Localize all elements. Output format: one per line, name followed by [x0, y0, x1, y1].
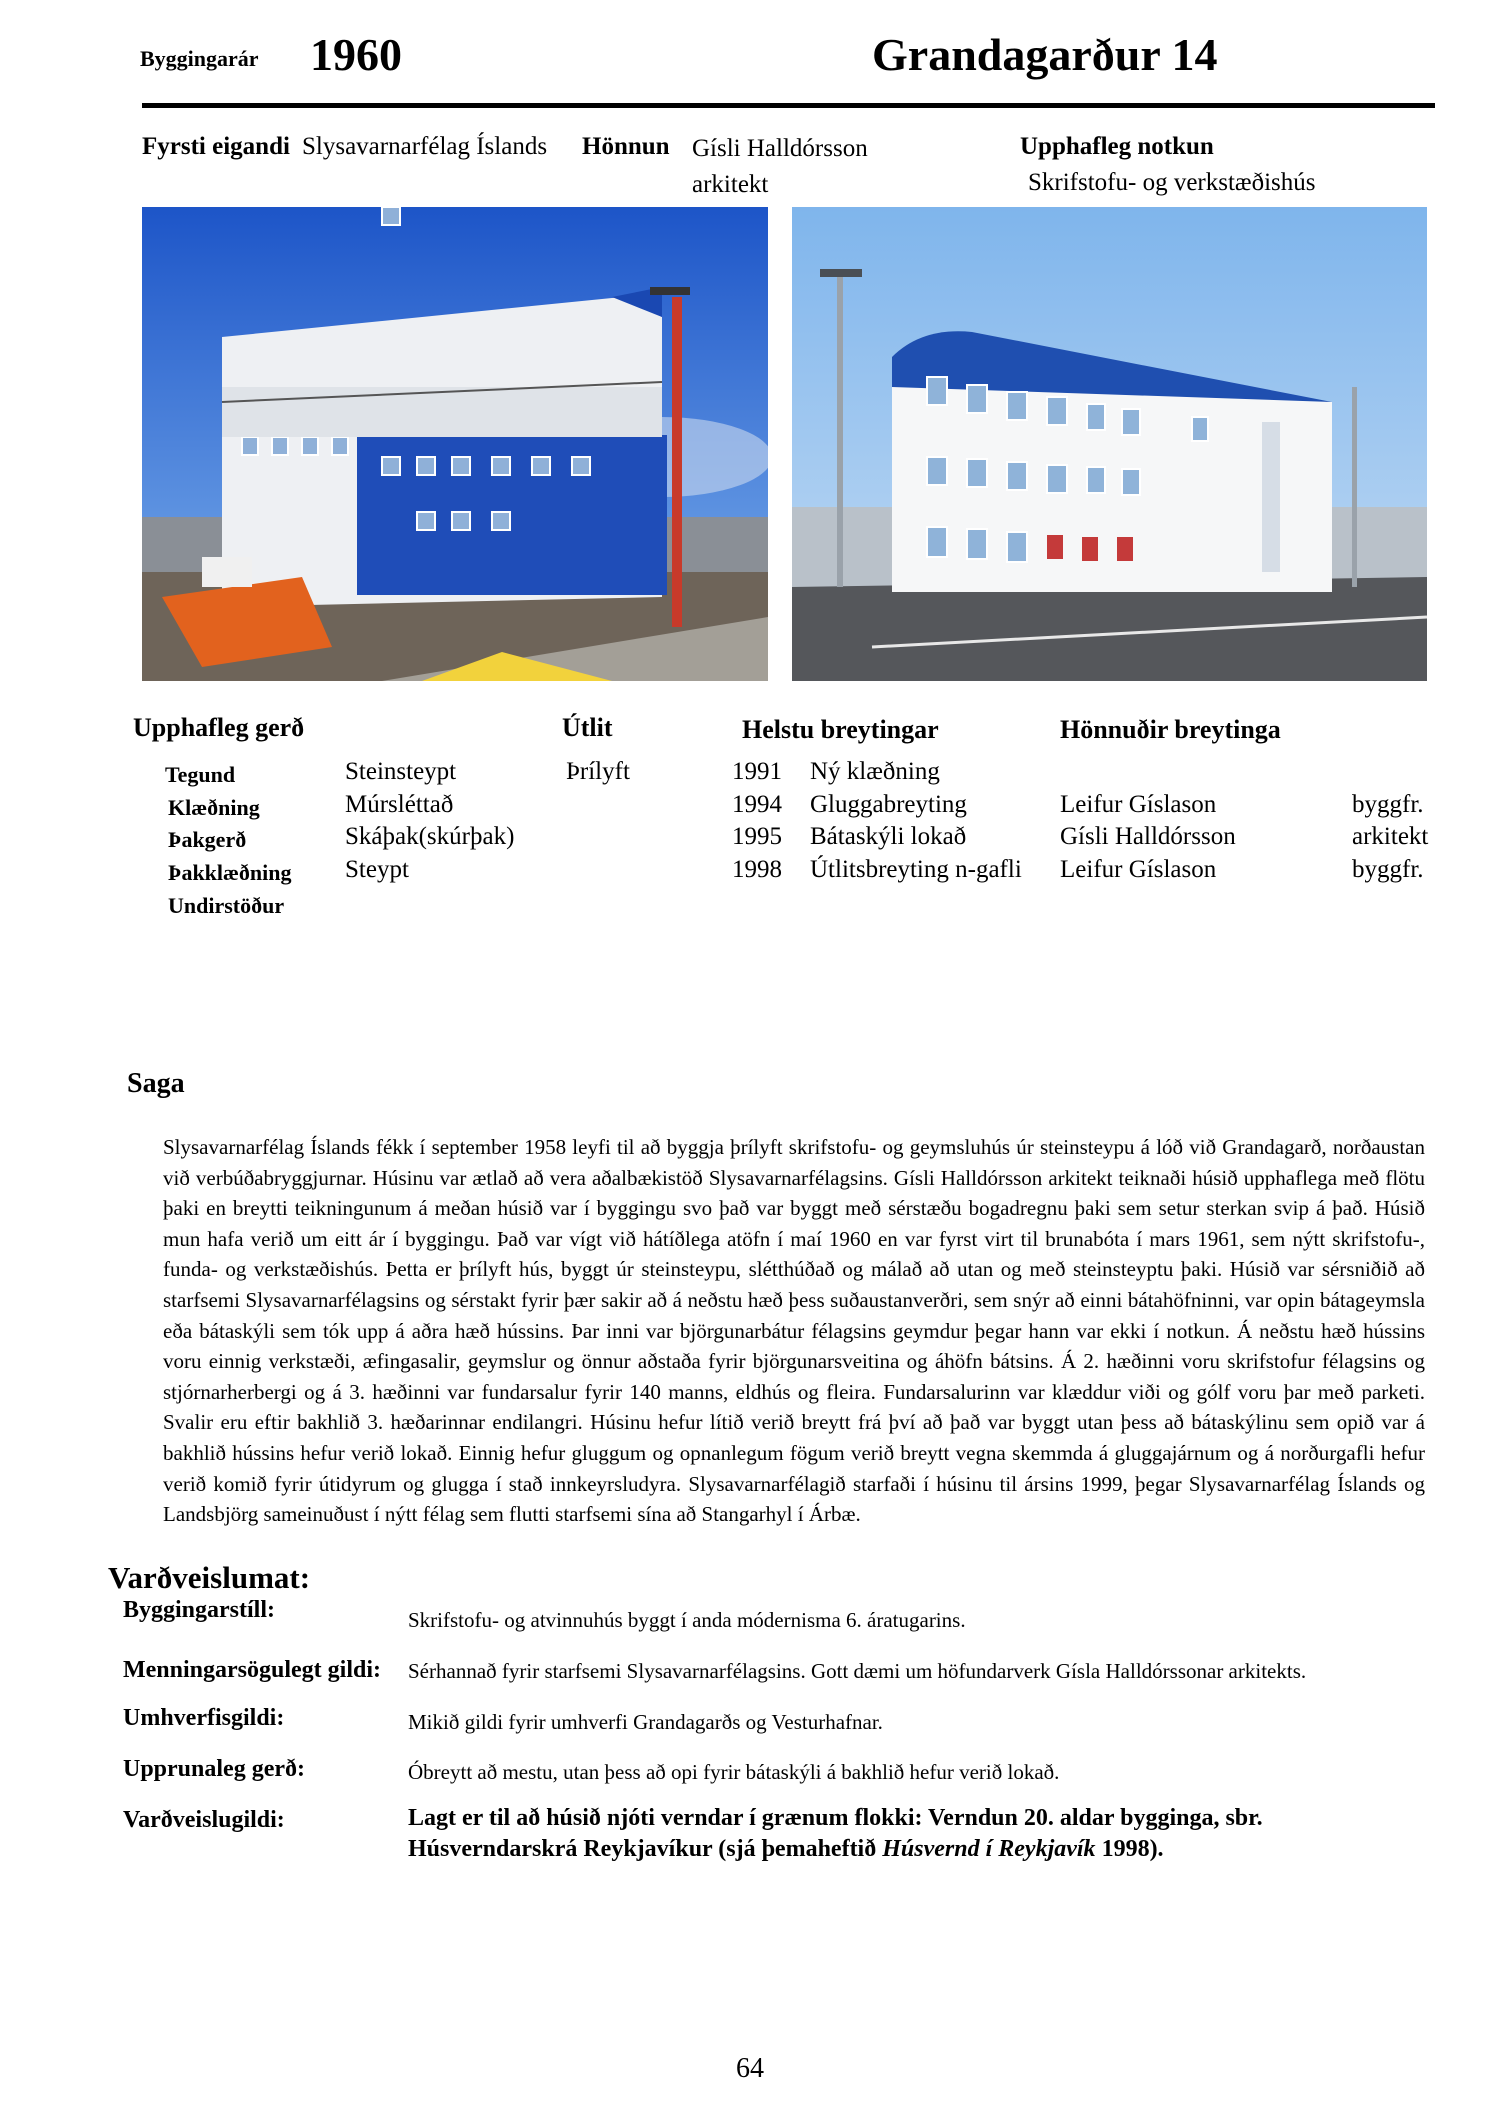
- original-value-type: Steinsteypt: [345, 758, 457, 785]
- original-label-type: Tegund: [165, 762, 236, 787]
- cultural-value: Sérhannað fyrir starfsemi Slysavarnarfélagsins. Gott dæmi um höfundarverk Gísla Halldórssonar arkitekts.: [408, 1659, 1307, 1683]
- usage-value: Skrifstofu- og verkstæðishús: [1028, 169, 1316, 196]
- change-designer-title: byggfr.: [1352, 856, 1424, 883]
- change-designer: Leifur Gíslason: [1060, 856, 1217, 883]
- original-label-roof-cladding: Þakklæðning: [168, 860, 292, 885]
- year-built-label: Byggingarár: [140, 46, 259, 71]
- owner-value: Slysavarnarfélag Íslands: [302, 133, 548, 160]
- saga-heading: Saga: [127, 1068, 185, 1099]
- preservation-heading: Varðveislumat:: [108, 1560, 311, 1595]
- page-title: Grandagarður 14: [872, 29, 1218, 80]
- change-year: 1995: [732, 823, 782, 850]
- usage-label: Upphafleg notkun: [1020, 133, 1214, 160]
- style-value: Skrifstofu- og atvinnuhús byggt í anda módernisma 6. áratugarins.: [408, 1608, 966, 1632]
- saga-text: Slysavarnarfélag Íslands fékk í september 1958 leyfi til að byggja þrílyft skrifstofu- og geymsluhús úr steinsteypu á lóð við Grandagarð, norðaustan við verbúðabryggjurnar. Húsinu var ætlað að vera aðalbækistöð Slysavarnarfélagsins. Gísli Halldórsson arkitekt teiknaði húsið upphaflega með flötu þaki en breytti teikningunum á meðan húsið var í byggingu svo það var byggt með sérstæðu bogadregnu þaki sem setur sterkan svip á það. Húsið mun hafa verið um eitt ár í byggingu. Það var vígt við hátíðlega atöfn í maí 1960 en var fyrst virt til brunabóta í mars 1961, sem nýtt skrifstofu-, funda- og verkstæðishús. Þetta er þrílyft hús, byggt úr steinsteypu, slétthúðað og málað að utan og með steinsteyptu þaki. Húsið var sérsniðið að starfsemi Slysavarnarfélagsins og sérstakt fyrir þær sakir að á neðstu hæð þess suðaustanverðri, sem snýr að einni bátahöfninni, var opin bátageymsla eða bátaskýli sem tók upp á aðra hæð hússins. Þar inni var björgunarbátur félagsins geymdur þegar hann var ekki í notkun. Á neðstu hæð hússins voru einnig verkstæði, æfingasalir, geymslur og önnur aðstaða fyrir björgunarsveitina og áhöfn bátsins. Á 2. hæðinni voru skrifstofur félagsins og stjórnarherbergi og á 3. hæðinni var fundarsalur fyrir 140 manns, eldhús og fleira. Fundarsalurinn var klæddur viði og gólf voru þar með parketi. Svalir eru eftir bakhlið 3. hæðarinnar endilangri. Húsinu hefur lítið verið breytt frá því að það var byggt utan þess að bátaskýlinu sem opið var á bakhlið hússins hefur verið lokað. Einnig hefur gluggum og opnanlegum fögum verið breytt vegna skemmda á gluggajárnum og á norðurgafli hefur verið komið fyrir útidyrum og glugga í stað innkeyrsludyra. Slysavarnarfélagið starfaði í húsinu til ársins 1999, þegar Slysavarnarfélag Íslands og Landsbjörg sameinuðust í nýtt félag sem flutti starfsemi sína að Stangarhyl í Árbæ.: [163, 1135, 1425, 1527]
- building-photo-harbor-side: [142, 207, 768, 681]
- original-value-roof-cladding: Steypt: [345, 856, 409, 883]
- exterior-value: Þrílyft: [566, 758, 630, 785]
- original-label-foundation: Undirstöður: [168, 893, 285, 918]
- preservation-value-publication: Húsvernd í Reykjavík: [882, 1836, 1096, 1862]
- environmental-value-label: Umhverfisgildi:: [123, 1705, 285, 1731]
- original-label-cladding: Klæðning: [168, 795, 260, 820]
- change-year: 1994: [732, 791, 782, 818]
- change-description: Gluggabreyting: [810, 791, 967, 818]
- style-label: Byggingarstíll:: [123, 1597, 276, 1623]
- environmental-value: Mikið gildi fyrir umhverfi Grandagarðs og Vesturhafnar.: [408, 1710, 883, 1734]
- original-label-roof-type: Þakgerð: [168, 827, 247, 852]
- original-value-roof-type: Skáþak(skúrþak): [345, 823, 515, 850]
- original-state-value: Óbreytt að mestu, utan þess að opi fyrir bátaskýli á bakhlið hefur verið lokað.: [408, 1760, 1060, 1784]
- design-label: Hönnun: [582, 133, 670, 160]
- preservation-value: [408, 1803, 1428, 1865]
- owner-label: Fyrsti eigandi: [142, 133, 290, 160]
- change-description: Bátaskýli lokað: [810, 823, 967, 850]
- year-built: 1960: [310, 29, 402, 80]
- change-designer: Gísli Halldórsson: [1060, 823, 1236, 850]
- change-designer-title: arkitekt: [1352, 823, 1429, 850]
- designer-title: arkitekt: [692, 171, 769, 198]
- original-heading: Upphafleg gerð: [133, 713, 305, 742]
- change-designers-heading: Hönnuðir breytinga: [1060, 715, 1281, 744]
- designer-value: Gísli Halldórsson: [692, 135, 868, 162]
- change-designer: Leifur Gíslason: [1060, 791, 1217, 818]
- change-year: 1991: [732, 758, 782, 785]
- changes-heading: Helstu breytingar: [742, 715, 939, 744]
- change-description: Ný klæðning: [810, 758, 940, 785]
- building-photo-street-side: [792, 207, 1427, 681]
- preservation-value-text: Lagt er til að húsið njóti verndar í grænum flokki: Verndun 20. aldar bygginga, sbr. Húsverndarskrá Reykjavíkur (sjá þemaheftið: [408, 1805, 1263, 1862]
- page-number: 64: [736, 2053, 764, 2084]
- change-year: 1998: [732, 856, 782, 883]
- preservation-value-suffix: 1998).: [1095, 1836, 1164, 1862]
- change-description: Útlitsbreyting n-gafli: [810, 856, 1022, 883]
- cultural-value-label: Menningarsögulegt gildi:: [123, 1657, 382, 1683]
- exterior-heading: Útlit: [562, 713, 613, 742]
- original-state-label: Upprunaleg gerð:: [123, 1756, 305, 1782]
- header-divider: [142, 103, 1435, 108]
- original-value-cladding: Múrsléttað: [345, 791, 454, 818]
- change-designer-title: byggfr.: [1352, 791, 1424, 818]
- preservation-value-label: Varðveislugildi:: [123, 1807, 285, 1833]
